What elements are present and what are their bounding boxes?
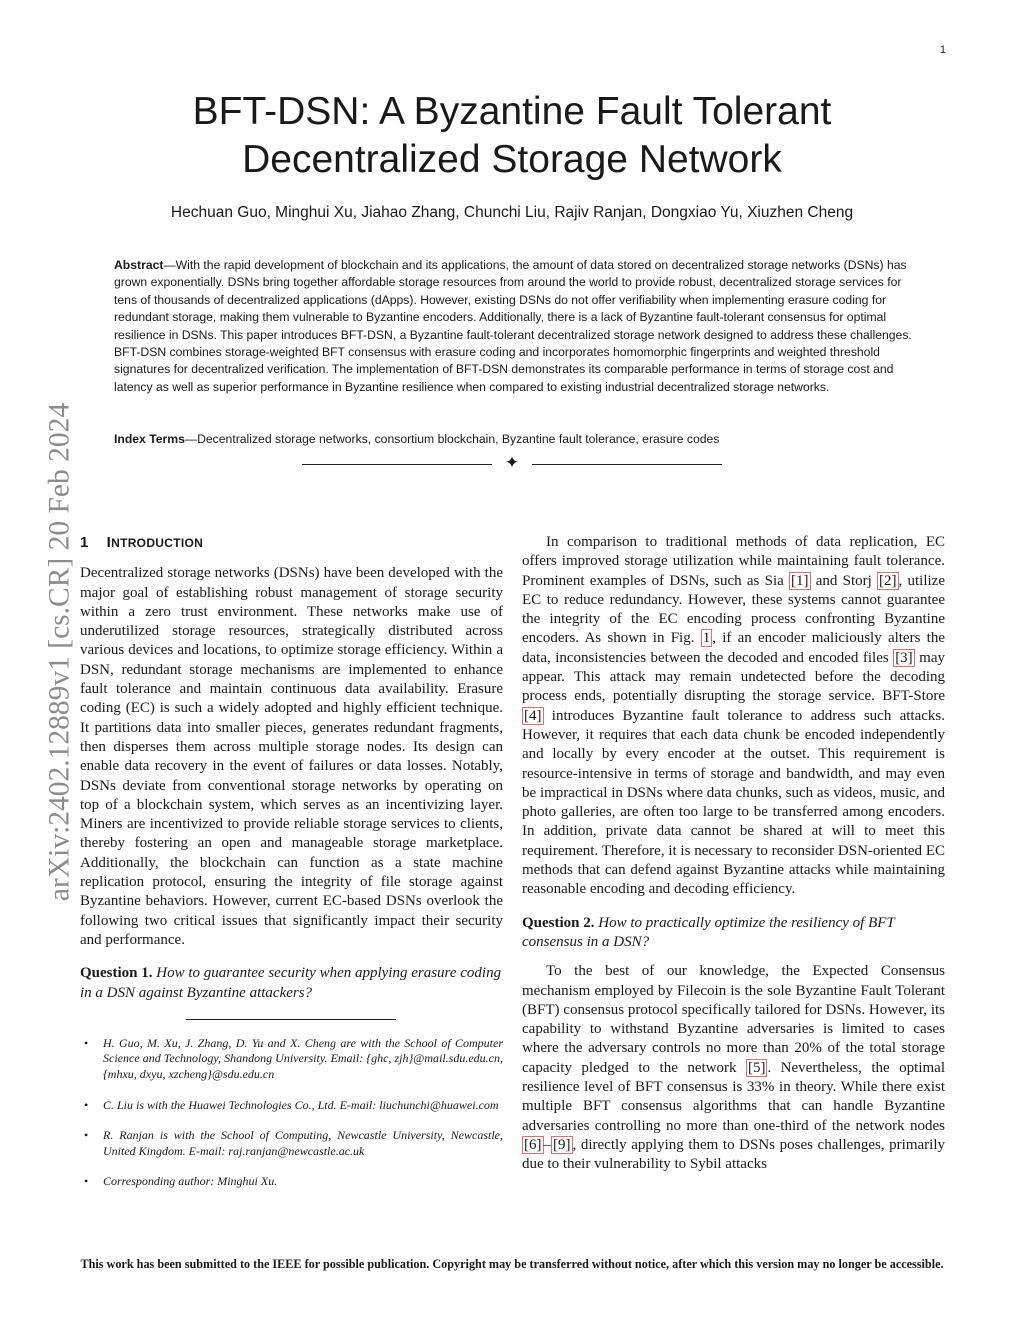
question-1-text: How to guarantee security when applying erasure coding in a DSN against Byzantine attackers?	[80, 965, 502, 1001]
left-column	[80, 533, 503, 1205]
section-divider	[302, 453, 722, 472]
citation-link[interactable]: [1]	[791, 572, 809, 589]
bft-consensus-paragraph: To the best of our knowledge, the Expected Consensus mechanism employed by Filecoin is the sole Byzantine Fault Tolerant (BFT) consensus protocol specifically tailored for DSNs. However, its capability to withstand Byzantine adversaries is limited to cases where the adversary controls no more than 20% of the total storage capacity pledged to the network [5] . Nevertheless, the optimal resilience level of BFT consensus is 33% in theory. While there exist multiple BFT consensus algorithms that can handle Byzantine adversaries controlling no more than one-third of the network nodes [6] – [9] , directly applying them to DSNs poses challenges, primarily due to their vulnerability to Sybil attacks	[522, 963, 945, 1173]
section-heading	[80, 533, 503, 553]
citation-link[interactable]: [6]	[524, 1136, 542, 1153]
bullet-icon: •	[84, 1174, 89, 1189]
ec-comparison-paragraph: In comparison to traditional methods of data replication, EC offers improved storage utilization while maintaining fault tolerance. Prominent examples of DSNs, such as Sia [1] and Storj [2] , utilize EC to reduce redundancy. However, these systems cannot guarantee the integrity of the EC encoding process confronting Byzantine encoders. As shown in Fig. 1 , if an encoder maliciously alters the data, inconsistencies between the decoded and encoded files [3] may appear. This attack may remain undetected before the decoding process ends, potentially disrupting the storage service. BFT-Store [4] introduces Byzantine fault tolerance to address such attacks. However, it requires that each data chunk be encoded independently and locally by every encoder at the outset. This requirement is resource-intensive in terms of storage and bandwidth, and may even be impractical in DSNs where data chunks, such as videos, music, and photo galleries, are often too large to be transferred among encoders. In addition, private data cannot be shared at will to meet this requirement. Therefore, it is necessary to reconsider DSN-oriented EC methods that can defend against Byzantine attacks while maintaining reasonable encoding and decoding efficiency.	[522, 534, 946, 898]
page-number: 1	[939, 44, 946, 56]
section-number: 1	[80, 534, 89, 551]
footnote-text: C. Liu is with the Huawei Technologies Co., Ltd. E-mail: liuchunchi@huawei.com	[103, 1097, 499, 1112]
footnote-corresponding-author	[80, 1174, 503, 1190]
citation-link[interactable]: [9]	[553, 1136, 571, 1153]
abstract	[114, 257, 914, 396]
title-line-2: Decentralized Storage Network	[242, 138, 782, 181]
citation-link[interactable]: [5]	[747, 1059, 766, 1076]
author-list: Hechuan Guo, Minghui Xu, Jiahao Zhang, Chunchi Liu, Rajiv Ranjan, Dongxiao Yu, Xiuzhen Cheng	[170, 204, 854, 221]
right-column	[522, 533, 945, 1175]
citation-link[interactable]: [2]	[879, 572, 897, 589]
footnote-affiliation-newcastle	[80, 1128, 503, 1159]
abstract-text: —With the rapid development of blockchain and its applications, the amount of data stored on decentralized storage networks (DSNs) has grown exponentially. DSNs bring together affordable storage resources from around the world to provide robust, decentralized storage services for tens of thousands of decentralized applications (dApps). However, existing DSNs do not offer verifiability when implementing erasure coding for redundant storage, making them vulnerable to Byzantine encoders. Additionally, there is a lack of Byzantine fault-tolerant consensus for optimal resilience in DSNs. This paper introduces BFT-DSN, a Byzantine fault-tolerant decentralized storage network designed to address these challenges. BFT-DSN combines storage-weighted BFT consensus with erasure coding and incorporates homomorphic fingerprints and weighted threshold signatures for decentralized verification. The implementation of BFT-DSN demonstrates its comparable performance in terms of storage cost and latency as well as superior performance in Byzantine resilience when compared to existing industrial decentralized storage networks.	[114, 258, 912, 394]
index-terms	[114, 431, 914, 448]
footnote-affiliation-sdu	[80, 1036, 503, 1083]
divider-line-right	[532, 464, 722, 465]
bullet-icon: •	[84, 1035, 89, 1050]
question-1	[80, 964, 503, 1003]
question-2-text: How to practically optimize the resiliency of BFT consensus in a DSN?	[522, 914, 895, 950]
bullet-icon: •	[84, 1097, 89, 1112]
question-2	[522, 914, 945, 953]
figure-link[interactable]: 1	[702, 630, 711, 647]
question-1-label: Question 1.	[80, 965, 153, 982]
intro-paragraph: Decentralized storage networks (DSNs) have been developed with the major goal of establishing robust management of storage security within a zero trust environment. These networks make use of underutilized storage resources, strategically distributed across various devices and locations, to optimize storage efficiency. Within a DSN, redundant storage mechanisms are implemented to enhance fault tolerance and maintain continuous data availability. Erasure coding (EC) is such a widely adopted and highly efficient technique. It partitions data into smaller pieces, generates redundant fragments, then disperses them across multiple storage nodes. Its design can enable data recovery in the event of failures or data losses. Notably, DSNs deviate from conventional storage networks by operating on top of a blockchain system, which serves as an incentivizing layer. Miners are incentivized to provide reliable storage services to clients, thereby fostering an open and manageable storage marketplace. Additionally, the blockchain can function as a state machine replication protocol, ensuring the integrity of file storage against Byzantine behaviors. However, current EC-based DSNs overlook the following two critical issues that significantly impact their security and performance.	[80, 565, 503, 948]
divider-star-icon: ✦	[504, 453, 520, 472]
footnote-affiliation-huawei	[80, 1098, 503, 1114]
citation-link[interactable]: [3]	[895, 649, 913, 666]
copyright-notice: This work has been submitted to the IEEE for possible publication. Copyright may be transferred without notice, after which this version may no longer be accessible.	[80, 1257, 944, 1271]
title-line-1: BFT-DSN: A Byzantine Fault Tolerant	[192, 90, 832, 133]
footnote-text: H. Guo, M. Xu, J. Zhang, D. Yu and X. Cheng are with the School of Computer Science and Technology, Shandong University. Email: {ghc, zjh}@mail.sdu.edu.cn, {mhxu, dxyu, xzcheng}@sdu.edu.cn	[103, 1035, 503, 1082]
footnote-text: Corresponding author: Minghui Xu.	[103, 1174, 278, 1189]
arxiv-identifier: arXiv:2402.12889v1 [cs.CR] 20 Feb 2024	[43, 402, 76, 902]
section-title-initial: I	[106, 534, 112, 551]
footnote-rule	[186, 1019, 396, 1020]
citation-link[interactable]: [4]	[524, 707, 542, 724]
question-2-label: Question 2.	[522, 914, 595, 931]
index-terms-text: —Decentralized storage networks, consortium blockchain, Byzantine fault tolerance, erasure codes	[184, 432, 720, 446]
section-title-rest: NTRODUCTION	[111, 536, 204, 550]
footnote-text: R. Ranjan is with the School of Computing, Newcastle University, Newcastle, United Kingdom. E-mail: raj.ranjan@newcastle.ac.uk	[103, 1128, 503, 1158]
index-terms-label: Index Terms	[114, 432, 185, 446]
abstract-label: Abstract	[114, 258, 164, 272]
bullet-icon: •	[84, 1128, 89, 1143]
paper-title	[0, 88, 1024, 184]
divider-line-left	[302, 464, 492, 465]
